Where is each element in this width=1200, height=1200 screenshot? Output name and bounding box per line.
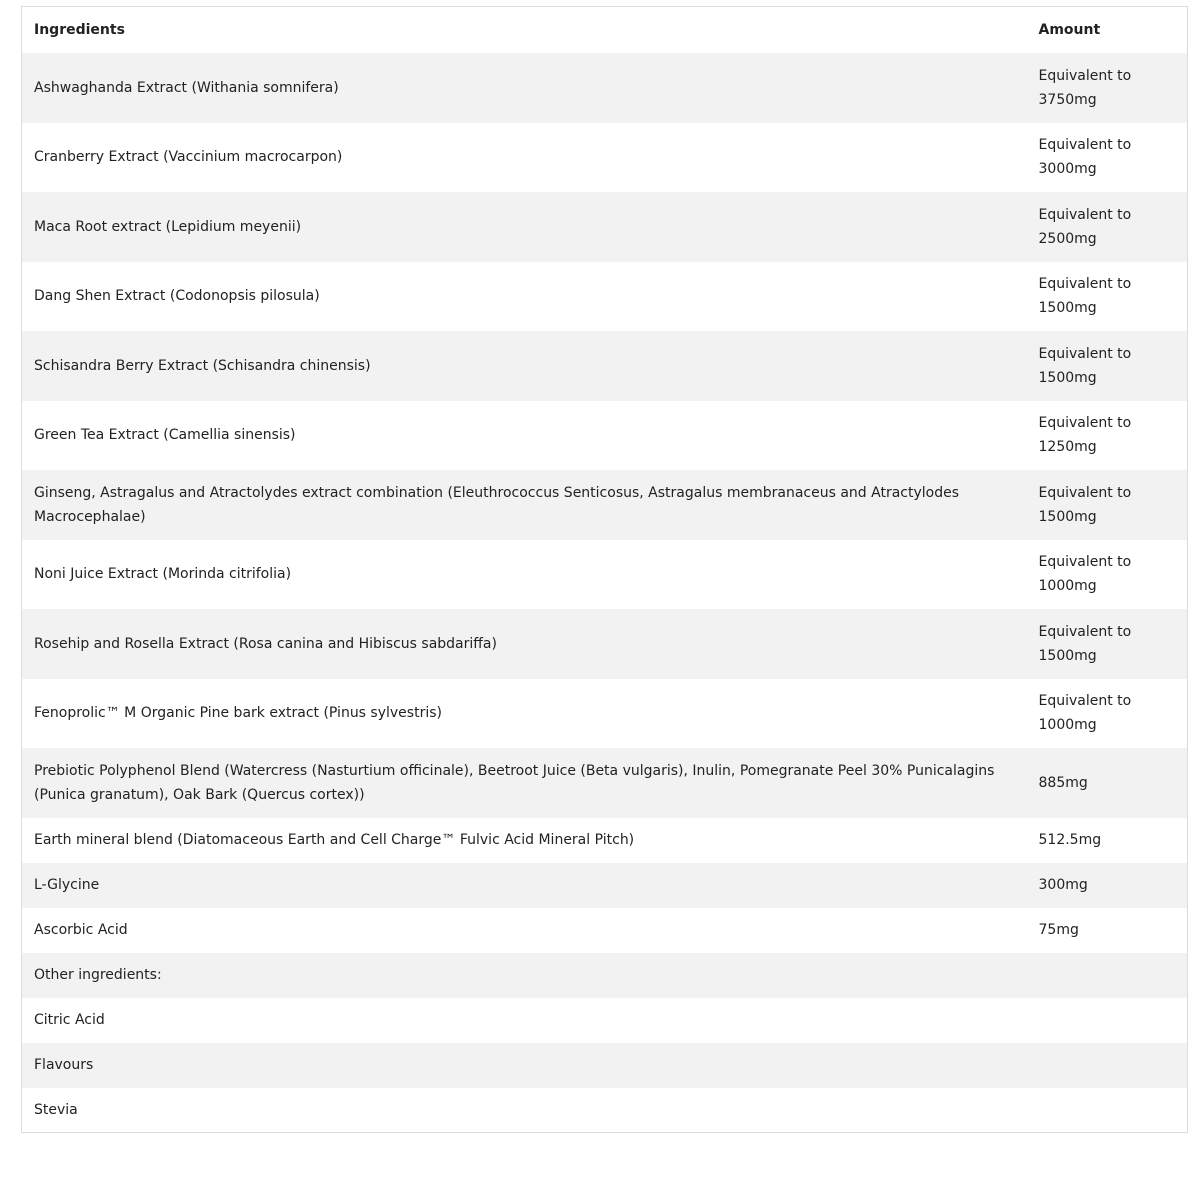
ingredient-amount: Equivalent to 3750mg xyxy=(1038,67,1132,108)
ingredient-name: Maca Root extract (Lepidium meyenii) xyxy=(34,218,302,235)
ingredient-name: Prebiotic Polyphenol Blend (Watercress (Nasturtium officinale), Beetroot Juice (Beta vulgaris), Inulin, Pomegranate Peel 30% Punicalagins (Punica granatum), Oak Bark (Quercus cortex)) xyxy=(34,762,995,803)
ingredient-amount: Equivalent to 1000mg xyxy=(1038,693,1132,734)
ingredient-amount: Equivalent to 1500mg xyxy=(1038,345,1132,386)
table-row xyxy=(22,1043,1188,1088)
ingredient-amount xyxy=(1027,1043,1188,1088)
ingredient-name: Stevia xyxy=(34,1101,78,1118)
ingredient-name: Fenoprolic™ M Organic Pine bark extract (Pinus sylvestris) xyxy=(34,705,442,722)
ingredient-name: Citric Acid xyxy=(34,1012,105,1028)
table-row xyxy=(22,331,1188,401)
ingredient-name: Green Tea Extract (Camellia sinensis) xyxy=(34,427,296,444)
ingredient-amount xyxy=(1027,1088,1188,1133)
table-row xyxy=(22,998,1188,1043)
table-row xyxy=(22,679,1188,749)
header-amount: Amount xyxy=(1027,7,1188,54)
ingredient-name: Earth mineral blend (Diatomaceous Earth and Cell Charge™ Fulvic Acid Mineral Pitch) xyxy=(34,832,635,848)
table-row xyxy=(22,748,1188,818)
ingredient-amount: Equivalent to 1000mg xyxy=(1038,554,1132,595)
ingredient-amount: 512.5mg xyxy=(1038,832,1102,848)
table-row xyxy=(22,818,1188,863)
ingredient-name: Rosehip and Rosella Extract (Rosa canina and Hibiscus sabdariffa) xyxy=(34,635,497,652)
ingredient-amount: Equivalent to 1500mg xyxy=(1038,484,1132,525)
table-row xyxy=(22,540,1188,610)
ingredient-name: Ascorbic Acid xyxy=(34,922,128,938)
ingredient-amount: Equivalent to 1500mg xyxy=(1038,623,1132,664)
ingredient-name: Dang Shen Extract (Codonopsis pilosula) xyxy=(34,288,320,305)
ingredient-name: Other ingredients: xyxy=(34,967,162,983)
ingredient-amount xyxy=(1027,998,1188,1043)
ingredient-name: Ginseng, Astragalus and Atractolydes extract combination (Eleuthrococcus Senticosus, Astragalus membranaceus and Atractylodes Macrocephalae) xyxy=(34,484,960,525)
ingredient-name: Flavours xyxy=(34,1057,94,1073)
ingredient-amount: Equivalent to 2500mg xyxy=(1038,206,1132,247)
ingredient-name: Noni Juice Extract (Morinda citrifolia) xyxy=(34,566,292,583)
table-row xyxy=(22,192,1188,262)
ingredients-table xyxy=(21,6,1188,1133)
table-row xyxy=(22,609,1188,679)
ingredient-name: Ashwaghanda Extract (Withania somnifera) xyxy=(34,79,339,96)
ingredient-amount: 300mg xyxy=(1038,877,1088,893)
ingredient-amount: 885mg xyxy=(1038,774,1088,791)
table-row xyxy=(22,863,1188,908)
table-row xyxy=(22,470,1188,540)
ingredient-name: Schisandra Berry Extract (Schisandra chinensis) xyxy=(34,357,371,374)
header-ingredients: Ingredients xyxy=(22,7,1027,54)
ingredient-amount: Equivalent to 3000mg xyxy=(1038,137,1132,178)
table-row xyxy=(22,953,1188,998)
ingredient-amount: Equivalent to 1500mg xyxy=(1038,276,1132,317)
table-row xyxy=(22,1088,1188,1133)
ingredient-amount: Equivalent to 1250mg xyxy=(1038,415,1132,456)
ingredient-name: L-Glycine xyxy=(34,877,100,893)
table-row xyxy=(22,53,1188,123)
table-row xyxy=(22,262,1188,332)
table-row xyxy=(22,908,1188,953)
ingredient-name: Cranberry Extract (Vaccinium macrocarpon) xyxy=(34,149,343,166)
table-row xyxy=(22,123,1188,193)
table-header-row xyxy=(22,7,1188,54)
ingredient-amount xyxy=(1027,953,1188,998)
table-row xyxy=(22,401,1188,471)
ingredient-amount: 75mg xyxy=(1038,922,1079,938)
